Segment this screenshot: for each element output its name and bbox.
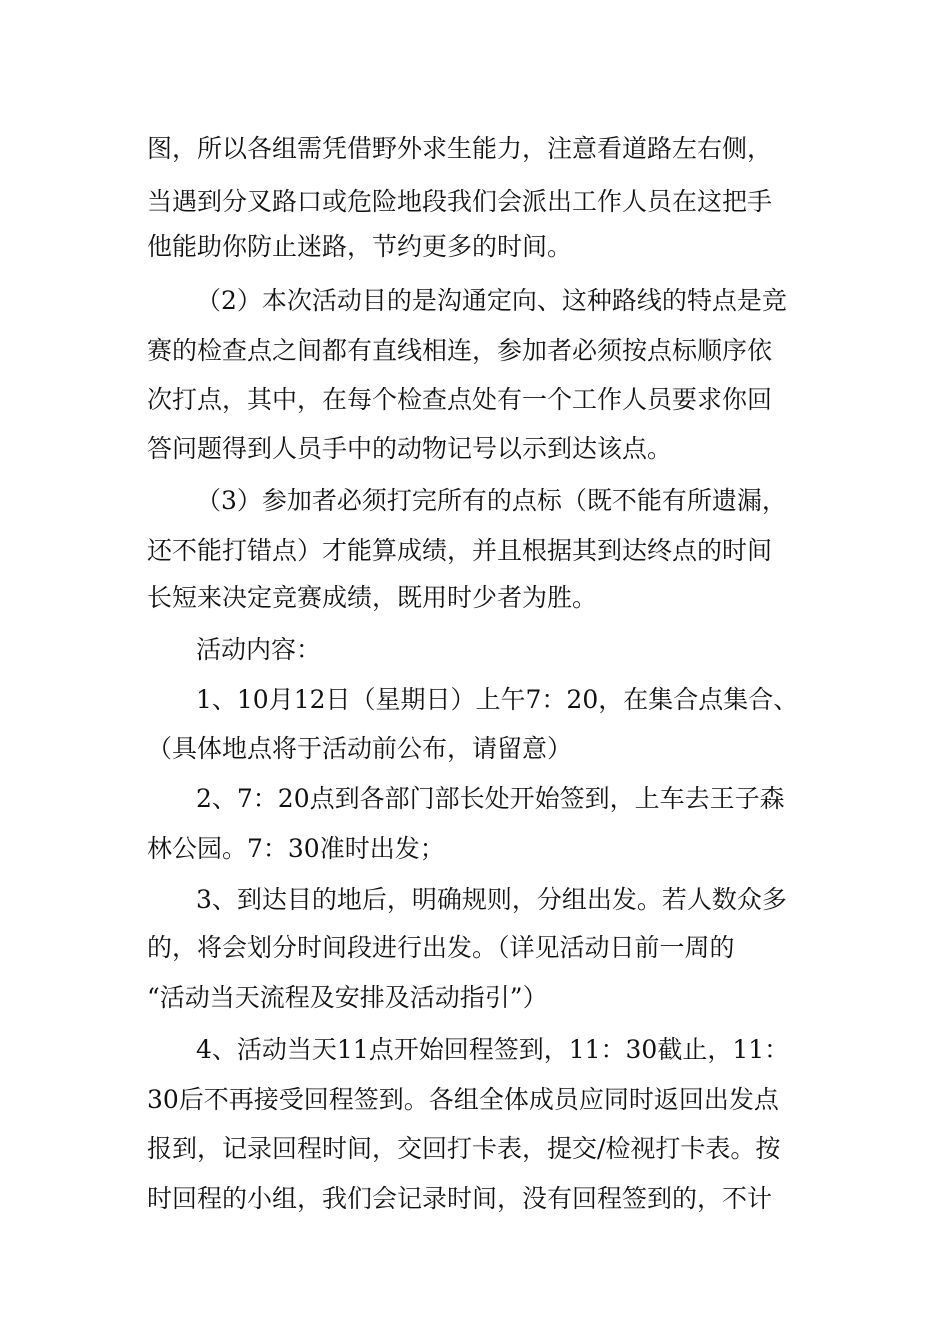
text-line: 林公园。7：30准时出发； <box>147 834 445 863</box>
text-line: 当遇到分叉路口或危险地段我们会派出工作人员在这把手 <box>147 187 773 216</box>
list-item: 2、7：20点到各部门部长处开始签到，上车去王子森 <box>196 784 785 813</box>
text-line: 时回程的小组，我们会记录时间，没有回程签到的，不计 <box>147 1184 773 1213</box>
text-line: 图，所以各组需凭借野外求生能力，注意看道路左右侧， <box>147 134 773 163</box>
text-line: 30后不再接受回程签到。各组全体成员应同时返回出发点 <box>147 1085 779 1114</box>
text-line: 的，将会划分时间段进行出发。（详见活动日前一周的 <box>147 933 735 962</box>
paragraph-start: （3）参加者必须打完所有的点标（既不能有所遗漏， <box>196 486 787 515</box>
list-item: 1、10月12日（星期日）上午7：20，在集合点集合、 <box>196 685 799 714</box>
text-line: 次打点，其中，在每个检查点处有一个工作人员要求你回 <box>147 385 773 414</box>
text-line: 赛的检查点之间都有直线相连，参加者必须按点标顺序依 <box>147 336 773 365</box>
text-line: “活动当天流程及安排及活动指引”） <box>147 983 548 1012</box>
text-line: 答问题得到人员手中的动物记号以示到达该点。 <box>147 434 673 463</box>
text-line: 还不能打错点）才能算成绩，并且根据其到达终点的时间 <box>147 536 773 565</box>
section-heading: 活动内容： <box>196 635 322 664</box>
paragraph-start: （2）本次活动目的是沟通定向、这种路线的特点是竞 <box>196 286 787 315</box>
list-item: 3、到达目的地后，明确规则，分组出发。若人数众多 <box>196 885 787 914</box>
text-line: 他能助你防止迷路，节约更多的时间。 <box>147 232 573 261</box>
text-line: （具体地点将于活动前公布，请留意） <box>147 734 573 763</box>
list-item: 4、活动当天11点开始回程签到，11：30截止，11： <box>196 1035 790 1064</box>
text-line: 长短来决定竞赛成绩，既用时少者为胜。 <box>147 583 598 612</box>
text-line: 报到，记录回程时间，交回打卡表，提交/检视打卡表。按 <box>147 1134 781 1163</box>
